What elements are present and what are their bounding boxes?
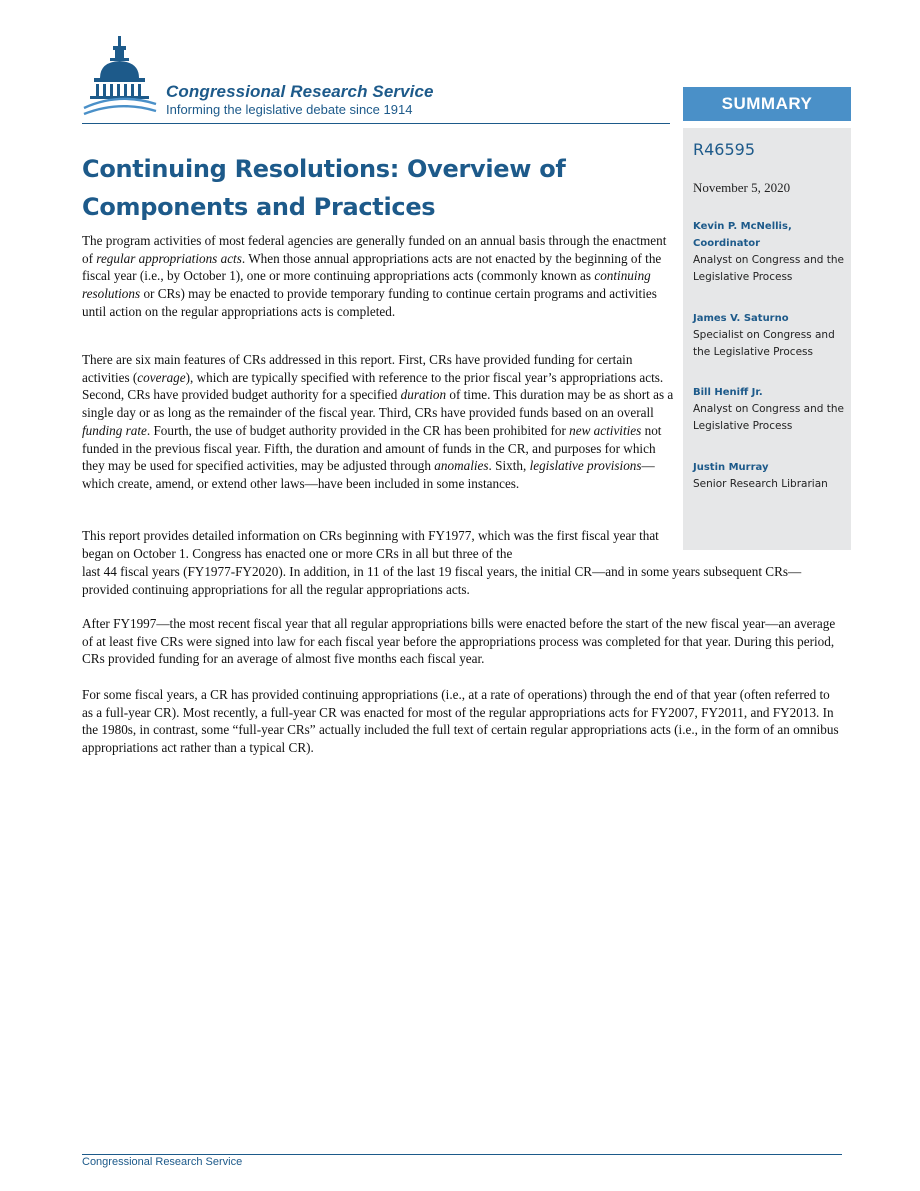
report-date: November 5, 2020 (693, 180, 791, 195)
org-name: Congressional Research Service (166, 82, 434, 101)
author-title: Analyst on Congress and the Legislative Process (693, 254, 844, 283)
author-block (693, 459, 853, 493)
capitol-dome-icon (82, 34, 162, 124)
summary-paragraph-3: This report provides detailed information on CRs beginning with FY1977, which was the first fiscal year that began on October 1. Congress has enacted one or more CRs in all but three of the (82, 528, 659, 561)
author-title: Analyst on Congress and the Legislative Process (693, 403, 844, 432)
summary-paragraph-3-continued: last 44 fiscal years (FY1977-FY2020). In addition, in 11 of the last 19 fiscal years, the initial CR—and in some years subsequent CRs—provided continuing appropriations for all the regular appropriations acts. (82, 564, 802, 597)
crs-logo (82, 34, 682, 124)
author-title: Senior Research Librarian (693, 478, 828, 490)
header-divider (82, 123, 670, 124)
org-tagline: Informing the legislative debate since 1914 (166, 102, 413, 117)
author-name: Bill Heniff Jr. (693, 387, 763, 398)
author-name: Justin Murray (693, 462, 769, 473)
report-number: R46595 (693, 140, 756, 159)
footer-label: Congressional Research Service (82, 1156, 243, 1168)
author-block (693, 310, 853, 361)
summary-paragraph-2: There are six main features of CRs addressed in this report. First, CRs have provided funding for certain activities (coverage), which are typically specified with reference to the prior fiscal year’s appropriations acts. Second, CRs have provided budget authority for a specified duration of time. This duration may be as short as a single day or as long as the remainder of the fiscal year. Third, CRs have provided funds based on an overall funding rate. Fourth, the use of budget authority provided in the CR has been prohibited for new activities not funded in the previous fiscal year. Fifth, the duration and amount of funds in the CR, and purposes for which they may be used for specified activities, may be adjusted through anomalies. Sixth, legislative provisions—which create, amend, or extend other laws—have been included in some instances. (82, 352, 674, 491)
author-role: Coordinator (693, 238, 761, 249)
author-block (693, 384, 853, 435)
author-name: James V. Saturno (693, 313, 789, 324)
summary-heading: SUMMARY (683, 87, 851, 121)
report-title: Continuing Resolutions: Overview of Components and Practices (82, 155, 566, 221)
author-title: Specialist on Congress and the Legislative Process (693, 329, 835, 358)
author-name: Kevin P. McNellis, (693, 221, 792, 232)
summary-paragraph-5: For some fiscal years, a CR has provided continuing appropriations (i.e., at a rate of operations) through the end of that year (often referred to as a full-year CR). Most recently, a full-year CR was enacted for most of the regular appropriations acts for FY2007, FY2011, and FY2013. In the 1980s, in contrast, some “full-year CRs” actually included the full text of certain regular appropriations acts (i.e., in the form of an omnibus appropriations act rather than a typical CR). (82, 687, 839, 756)
summary-sidebar (683, 128, 851, 550)
summary-paragraph-4: After FY1997—the most recent fiscal year that all regular appropriations bills were enacted before the start of the new fiscal year—an average of at least five CRs were signed into law for each fiscal year before the appropriations process was completed for that year. During this period, CRs provided funding for an average of almost five months each fiscal year. (82, 616, 836, 667)
author-block (693, 218, 853, 286)
footer-divider (82, 1154, 842, 1155)
summary-paragraph-1: The program activities of most federal agencies are generally funded on an annual basis through the enactment of regular appropriations acts. When those annual appropriations acts are not enacted by the beginning of the fiscal year (i.e., by October 1), one or more continuing appropriations acts (commonly known as continuing resolutions or CRs) may be enacted to provide temporary funding to continue certain programs and activities until action on the regular appropriations acts is completed. (82, 233, 667, 319)
